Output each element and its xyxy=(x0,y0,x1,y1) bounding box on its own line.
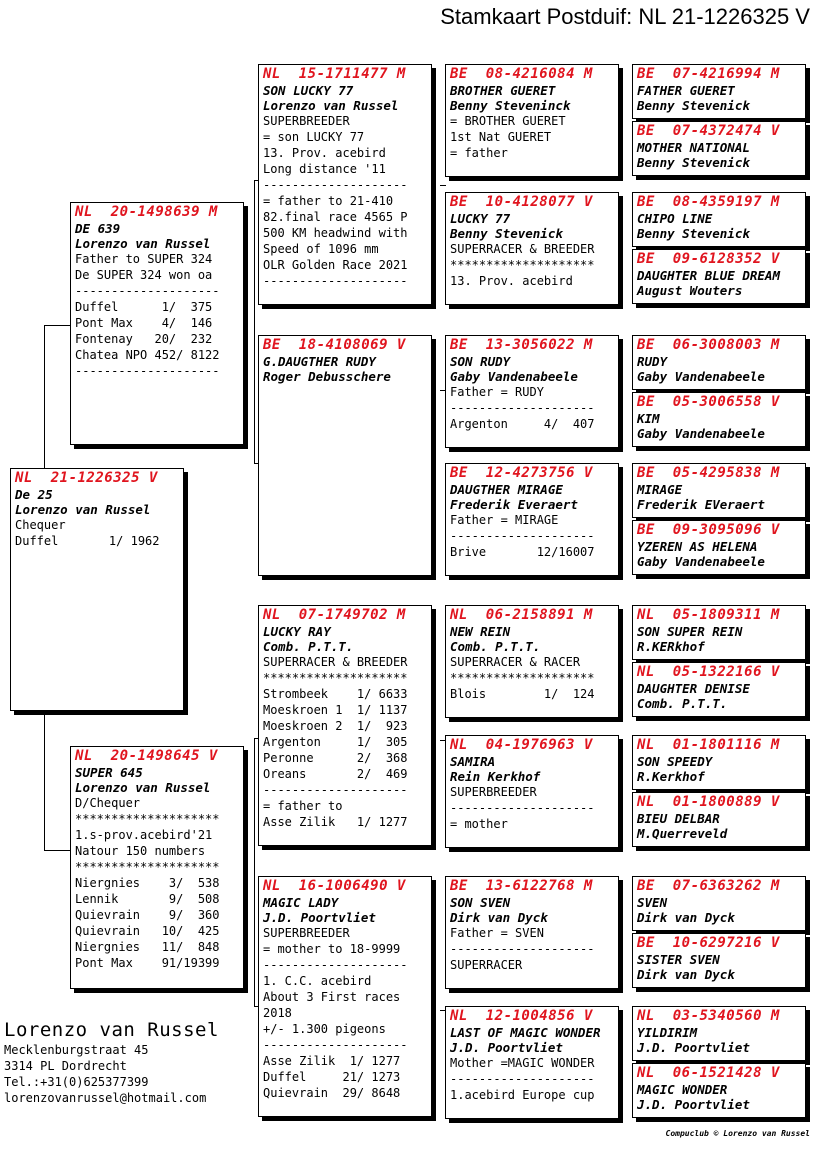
note-line: Chequer xyxy=(15,518,66,532)
note-line: SUPERRACER & BREEDER xyxy=(263,655,408,669)
note-line: ******************** xyxy=(75,812,220,826)
pigeon-name: DE 639 xyxy=(75,221,121,236)
note-line: Niergnies 3/ 538 xyxy=(75,876,220,890)
connector xyxy=(44,715,45,850)
pigeon-owner: Dirk van Dyck xyxy=(637,967,735,982)
pigeon-name: De 25 xyxy=(15,487,53,502)
note-line: = mother xyxy=(450,817,508,831)
ring-number: BE 07-4372474 V xyxy=(637,123,780,139)
note-line: Blois 1/ 124 xyxy=(450,687,595,701)
note-line: Quievrain 9/ 360 xyxy=(75,908,220,922)
pigeon-owner: J.D. Poortvliet xyxy=(263,910,376,925)
pigeon-card-g9[interactable] xyxy=(632,605,806,660)
pigeon-name: LAST OF MAGIC WONDER xyxy=(450,1025,601,1040)
pigeon-owner: Lorenzo van Russel xyxy=(75,780,211,795)
pigeon-name: MIRAGE xyxy=(637,482,683,497)
pigeon-card-g2[interactable] xyxy=(632,121,806,176)
pigeon-notes xyxy=(263,654,428,830)
pigeon-card-dds[interactable] xyxy=(445,876,619,989)
note-line: Asse Zilik 1/ 1277 xyxy=(263,1054,401,1068)
pigeon-card-g3[interactable] xyxy=(632,192,806,247)
note-line: -------------------- xyxy=(450,1072,595,1086)
pigeon-notes xyxy=(75,251,240,379)
pigeon-notes xyxy=(450,925,615,973)
note-line: = father xyxy=(450,146,508,160)
pigeon-owner: Frederik Everaert xyxy=(450,497,578,512)
pigeon-name: CHIPO LINE xyxy=(637,211,713,226)
pigeon-name: DAUGTHER MIRAGE xyxy=(450,482,563,497)
page-title: Stamkaart Postduif: NL 21-1226325 V xyxy=(440,4,810,29)
note-line: 82.final race 4565 P xyxy=(263,210,408,224)
pigeon-owner: Lorenzo van Russel xyxy=(15,502,151,517)
pigeon-owner: Lorenzo van Russel xyxy=(263,98,399,113)
pigeon-owner: Lorenzo van Russel xyxy=(75,236,211,251)
pigeon-card-ss[interactable] xyxy=(258,64,432,305)
note-line: Oreans 2/ 469 xyxy=(263,767,408,781)
pigeon-owner: R.Kerkhof xyxy=(637,769,705,784)
pigeon-card-sdd[interactable] xyxy=(445,463,619,576)
pigeon-name: KIM xyxy=(637,411,660,426)
pigeon-name: MOTHER NATIONAL xyxy=(637,140,750,155)
pigeon-owner: Frederik EVeraert xyxy=(637,497,765,512)
pigeon-name: BIEU DELBAR xyxy=(637,811,720,826)
ring-number: NL 12-1004856 V xyxy=(450,1008,593,1024)
note-line: Moeskroen 1 1/ 1137 xyxy=(263,703,408,717)
ring-number: NL 21-1226325 V xyxy=(15,470,158,486)
note-line: -------------------- xyxy=(75,284,220,298)
pigeon-name: SON SUPER REIN xyxy=(637,624,743,639)
note-line: Lennik 9/ 508 xyxy=(75,892,220,906)
ring-number: BE 07-6363262 M xyxy=(637,878,780,894)
note-line: Mother =MAGIC WONDER xyxy=(450,1056,595,1070)
pigeon-card-ds[interactable] xyxy=(258,605,432,846)
ring-number: BE 10-6297216 V xyxy=(637,935,780,951)
note-line: = BROTHER GUERET xyxy=(450,114,566,128)
note-line: SUPERBREEDER xyxy=(450,785,537,799)
pigeon-owner: Benny Stevenick xyxy=(450,226,563,241)
breeder-name: Lorenzo van Russel xyxy=(4,1019,219,1041)
pigeon-card-ssd[interactable] xyxy=(445,192,619,305)
note-line: Pont Max 91/19399 xyxy=(75,956,220,970)
note-line: = father to xyxy=(263,799,343,813)
ring-number: BE 18-4108069 V xyxy=(263,337,406,353)
pigeon-card-g11[interactable] xyxy=(632,735,806,790)
pigeon-card-g6[interactable] xyxy=(632,392,806,447)
pigeon-name: SAMIRA xyxy=(450,754,496,769)
pigeon-name: LUCKY 77 xyxy=(450,211,511,226)
pigeon-notes xyxy=(263,113,428,289)
pigeon-card-sd[interactable] xyxy=(258,335,432,576)
note-line: = mother to 18-9999 xyxy=(263,942,401,956)
note-line: Speed of 1096 mm xyxy=(263,242,379,256)
pigeon-card-g5[interactable] xyxy=(632,335,806,390)
note-line: -------------------- xyxy=(263,274,408,288)
pigeon-card-g1[interactable] xyxy=(632,64,806,119)
pigeon-name: MAGIC LADY xyxy=(263,895,339,910)
note-line: 2018 xyxy=(263,1006,292,1020)
note-line: SUPERRACER & RACER xyxy=(450,655,581,669)
pigeon-owner: Roger Debusschere xyxy=(263,369,391,384)
footer-credit: Compuclub © Lorenzo van Russel xyxy=(665,1129,810,1138)
pigeon-card-dss[interactable] xyxy=(445,605,619,718)
note-line: = son LUCKY 77 xyxy=(263,130,365,144)
ring-number: BE 10-4128077 V xyxy=(450,194,593,210)
pigeon-owner: Rein Kerkhof xyxy=(450,769,541,784)
note-line: Father = RUDY xyxy=(450,385,544,399)
ring-number: BE 07-4216994 M xyxy=(637,66,780,82)
ring-number: BE 12-4273756 V xyxy=(450,465,593,481)
note-line: D/Chequer xyxy=(75,796,141,810)
note-line: Fontenay 20/ 232 xyxy=(75,332,213,346)
pigeon-name: SON SVEN xyxy=(450,895,511,910)
ring-number: BE 05-4295838 M xyxy=(637,465,780,481)
pigeon-notes xyxy=(450,384,615,432)
breeder-address: Mecklenburgstraat 45 xyxy=(4,1043,149,1057)
pigeon-card-g4[interactable] xyxy=(632,249,806,304)
pigeon-owner: Comb. P.T.T. xyxy=(637,696,728,711)
ring-number: NL 05-1322166 V xyxy=(637,664,780,680)
pigeon-card-ddd[interactable] xyxy=(445,1006,619,1119)
ring-number: NL 01-1800889 V xyxy=(637,794,780,810)
pigeon-card-g15[interactable] xyxy=(632,1006,806,1061)
note-line: = father to 21-410 xyxy=(263,194,394,208)
pigeon-owner: Gaby Vandenabeele xyxy=(637,426,765,441)
pigeon-card-dsd[interactable] xyxy=(445,735,619,848)
note-line: 13. Prov. acebird xyxy=(450,274,573,288)
ring-number: NL 16-1006490 V xyxy=(263,878,406,894)
breeder-phone: Tel.:+31(0)625377399 xyxy=(4,1075,149,1089)
pigeon-owner: R.KERkhof xyxy=(637,639,705,654)
pigeon-owner: J.D. Poortvliet xyxy=(637,1097,750,1112)
pigeon-owner: Gaby Vandenabeele xyxy=(637,369,765,384)
pigeon-name: G.DAUGTHER RUDY xyxy=(263,354,376,369)
note-line: SUPERBREEDER xyxy=(263,114,350,128)
ring-number: BE 09-6128352 V xyxy=(637,251,780,267)
pigeon-owner: Comb. P.T.T. xyxy=(263,639,354,654)
note-line: OLR Golden Race 2021 xyxy=(263,258,408,272)
pigeon-name: SISTER SVEN xyxy=(637,952,720,967)
pigeon-card-g14[interactable] xyxy=(632,933,806,988)
pigeon-name: NEW REIN xyxy=(450,624,511,639)
ring-number: NL 04-1976963 V xyxy=(450,737,593,753)
connector xyxy=(440,185,446,186)
note-line: -------------------- xyxy=(450,529,595,543)
ring-number: BE 13-6122768 M xyxy=(450,878,593,894)
pigeon-notes xyxy=(263,925,428,1101)
note-line: Quievrain 29/ 8648 xyxy=(263,1086,401,1100)
breeder-email[interactable]: lorenzovanrussel@hotmail.com xyxy=(4,1091,207,1105)
pigeon-notes xyxy=(450,512,615,560)
note-line: Moeskroen 2 1/ 923 xyxy=(263,719,408,733)
pigeon-card-sire[interactable] xyxy=(70,202,244,445)
pigeon-notes xyxy=(450,654,615,702)
note-line: De SUPER 324 won oa xyxy=(75,268,213,282)
note-line: Pont Max 4/ 146 xyxy=(75,316,213,330)
pigeon-name: SON LUCKY 77 xyxy=(263,83,354,98)
pigeon-notes xyxy=(15,517,180,549)
pigeon-owner: J.D. Poortvliet xyxy=(637,1040,750,1055)
note-line: -------------------- xyxy=(263,783,408,797)
note-line: Father = MIRAGE xyxy=(450,513,559,527)
ring-number: NL 20-1498639 M xyxy=(75,204,218,220)
connector xyxy=(44,850,70,851)
pigeon-owner: Comb. P.T.T. xyxy=(450,639,541,654)
note-line: -------------------- xyxy=(263,958,408,972)
ring-number: NL 15-1711477 M xyxy=(263,66,406,82)
note-line: 13. Prov. acebird xyxy=(263,146,386,160)
pigeon-name: YZEREN AS HELENA xyxy=(637,539,758,554)
pigeon-name: LUCKY RAY xyxy=(263,624,331,639)
connector xyxy=(254,180,255,463)
note-line: 1.acebird Europe cup xyxy=(450,1088,595,1102)
pigeon-name: DAUGHTER DENISE xyxy=(637,681,750,696)
note-line: -------------------- xyxy=(450,801,595,815)
ring-number: NL 07-1749702 M xyxy=(263,607,406,623)
ring-number: BE 05-3006558 V xyxy=(637,394,780,410)
ring-number: BE 08-4216084 M xyxy=(450,66,593,82)
ring-number: NL 06-1521428 V xyxy=(637,1065,780,1081)
note-line: Duffel 21/ 1273 xyxy=(263,1070,401,1084)
breeder-city: 3314 PL Dordrecht xyxy=(4,1059,127,1073)
pigeon-owner: Dirk van Dyck xyxy=(450,910,548,925)
pigeon-name: RUDY xyxy=(637,354,668,369)
note-line: Long distance '11 xyxy=(263,162,386,176)
note-line: Asse Zilik 1/ 1277 xyxy=(263,815,408,829)
note-line: Duffel 1/ 1962 xyxy=(15,534,160,548)
note-line: -------------------- xyxy=(263,1038,408,1052)
pigeon-notes xyxy=(450,113,615,161)
pigeon-card-sds[interactable] xyxy=(445,335,619,448)
pigeon-card-dd[interactable] xyxy=(258,876,432,1117)
pigeon-owner: Gaby Vandenabeele xyxy=(637,554,765,569)
pigeon-name: YILDIRIM xyxy=(637,1025,698,1040)
ring-number: BE 09-3095096 V xyxy=(637,522,780,538)
note-line: SUPERBREEDER xyxy=(263,926,350,940)
ring-number: BE 06-3008003 M xyxy=(637,337,780,353)
ring-number: NL 06-2158891 M xyxy=(450,607,593,623)
pigeon-card-g12[interactable] xyxy=(632,792,806,847)
connector xyxy=(254,738,255,1006)
pigeon-card-subject[interactable] xyxy=(10,468,184,711)
pigeon-name: SVEN xyxy=(637,895,668,910)
note-line: ******************** xyxy=(263,671,408,685)
ring-number: NL 03-5340560 M xyxy=(637,1008,780,1024)
note-line: Natour 150 numbers xyxy=(75,844,206,858)
note-line: Quievrain 10/ 425 xyxy=(75,924,220,938)
pigeon-owner: August Wouters xyxy=(637,283,743,298)
note-line: ******************** xyxy=(450,671,595,685)
connector xyxy=(44,325,45,468)
pigeon-name: SON RUDY xyxy=(450,354,511,369)
note-line: 1st Nat GUERET xyxy=(450,130,552,144)
ring-number: NL 05-1809311 M xyxy=(637,607,780,623)
ring-number: NL 20-1498645 V xyxy=(75,748,218,764)
pigeon-name: FATHER GUERET xyxy=(637,83,735,98)
pigeon-name: BROTHER GUERET xyxy=(450,83,556,98)
pigeon-card-sss[interactable] xyxy=(445,64,619,177)
note-line: Peronne 2/ 368 xyxy=(263,751,408,765)
note-line: Brive 12/16007 xyxy=(450,545,595,559)
pigeon-owner: Benny Stevenick xyxy=(637,155,750,170)
pigeon-notes xyxy=(75,795,240,971)
note-line: +/- 1.300 pigeons xyxy=(263,1022,386,1036)
breeder-info xyxy=(4,1018,219,1106)
note-line: Niergnies 11/ 848 xyxy=(75,940,220,954)
note-line: 500 KM headwind with xyxy=(263,226,408,240)
ring-number: BE 08-4359197 M xyxy=(637,194,780,210)
ring-number: BE 13-3056022 M xyxy=(450,337,593,353)
pigeon-owner: Dirk van Dyck xyxy=(637,910,735,925)
pigeon-card-dam[interactable] xyxy=(70,746,244,989)
pigeon-owner: Gaby Vandenabeele xyxy=(450,369,578,384)
pigeon-card-g8[interactable] xyxy=(632,520,806,575)
note-line: About 3 First races xyxy=(263,990,401,1004)
note-line: -------------------- xyxy=(75,364,220,378)
pigeon-owner: Benny Stevenick xyxy=(637,98,750,113)
pigeon-card-g13[interactable] xyxy=(632,876,806,931)
note-line: Strombeek 1/ 6633 xyxy=(263,687,408,701)
pigeon-card-g7[interactable] xyxy=(632,463,806,518)
note-line: -------------------- xyxy=(450,942,595,956)
note-line: 1. C.C. acebird xyxy=(263,974,372,988)
pigeon-name: DAUGHTER BLUE DREAM xyxy=(637,268,780,283)
note-line: Father to SUPER 324 xyxy=(75,252,213,266)
pigeon-owner: Benny Stevenick xyxy=(637,226,750,241)
note-line: Argenton 1/ 305 xyxy=(263,735,408,749)
note-line: ******************** xyxy=(75,860,220,874)
note-line: 1.s-prov.acebird'21 xyxy=(75,828,213,842)
pigeon-card-g16[interactable] xyxy=(632,1063,806,1118)
ring-number: NL 01-1801116 M xyxy=(637,737,780,753)
pigeon-notes xyxy=(450,241,615,289)
note-line: ******************** xyxy=(450,258,595,272)
pigeon-name: SON SPEEDY xyxy=(637,754,713,769)
pigeon-owner: M.Querreveld xyxy=(637,826,728,841)
pigeon-notes xyxy=(450,1055,615,1103)
note-line: Chatea NPO 452/ 8122 xyxy=(75,348,220,362)
note-line: Father = SVEN xyxy=(450,926,544,940)
note-line: SUPERRACER xyxy=(450,958,523,972)
pigeon-owner: J.D. Poortvliet xyxy=(450,1040,563,1055)
connector xyxy=(44,325,70,326)
pigeon-notes xyxy=(450,784,615,832)
note-line: -------------------- xyxy=(450,401,595,415)
pigeon-owner: Benny Steveninck xyxy=(450,98,571,113)
pigeon-name: MAGIC WONDER xyxy=(637,1082,728,1097)
note-line: Argenton 4/ 407 xyxy=(450,417,595,431)
pigeon-card-g10[interactable] xyxy=(632,662,806,717)
pigeon-name: SUPER 645 xyxy=(75,765,143,780)
note-line: -------------------- xyxy=(263,178,408,192)
note-line: Duffel 1/ 375 xyxy=(75,300,213,314)
note-line: SUPERRACER & BREEDER xyxy=(450,242,595,256)
